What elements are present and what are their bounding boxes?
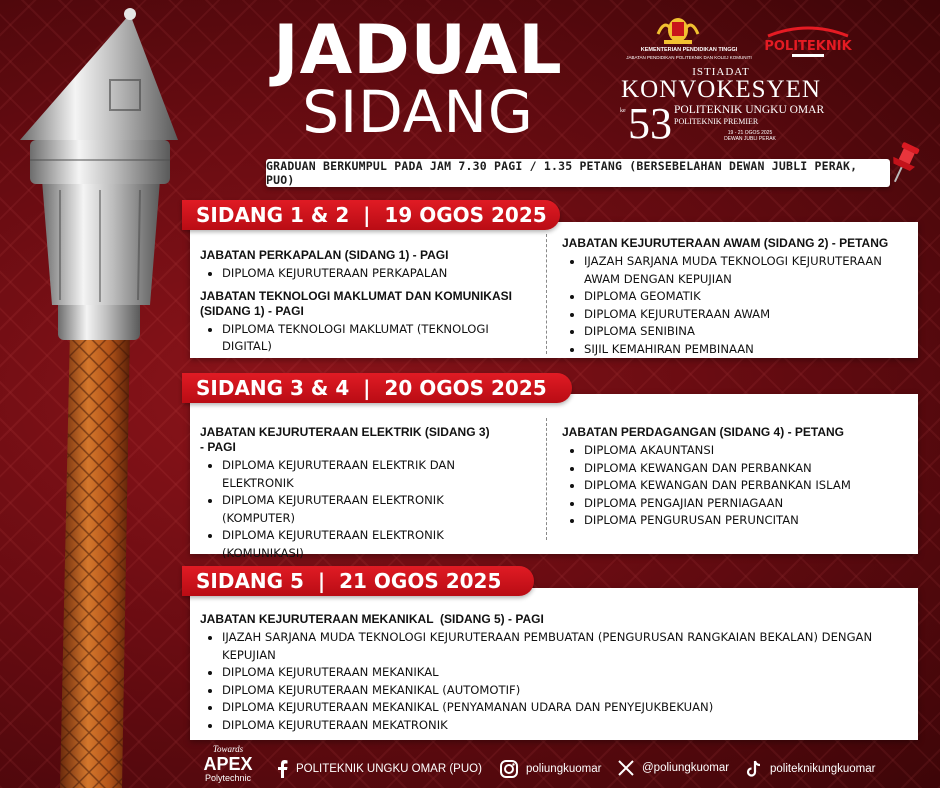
- apex-name: APEX: [203, 754, 253, 774]
- x-icon: [618, 760, 634, 776]
- program-item: • IJAZAH SARJANA MUDA TEKNOLOGI KEJURUTERAAN PEMBUATAN (PENGURUSAN RANGKAIAN BEKALAN) DENGAN KEPUJIAN: [222, 629, 882, 664]
- polytechnic-logo-text: POLITEKNIK: [764, 39, 852, 54]
- session-1-2-left-column: [200, 248, 540, 362]
- program-item: • DIPLOMA KEJURUTERAAN PERKAPALAN: [222, 265, 540, 283]
- department-title: JABATAN TEKNOLOGI MAKLUMAT DAN KOMUNIKASI (SIDANG 1) - PAGI: [200, 288, 512, 318]
- tiktok-handle: politeknikungkuomar: [770, 763, 876, 775]
- session-5-heading: [182, 566, 534, 596]
- program-item: • DIPLOMA KEJURUTERAAN AWAM: [584, 306, 912, 324]
- title-line-2: SIDANG: [302, 78, 534, 146]
- program-item: • DIPLOMA PENGURUSAN PERUNCITAN: [584, 512, 912, 530]
- session-3-4-right-column: [562, 425, 912, 536]
- apex-logo: [196, 744, 260, 784]
- program-list: [562, 442, 912, 530]
- polytechnic-logo: [762, 26, 854, 60]
- program-item: • SIJIL KEMAHIRAN PEMBINAAN: [584, 341, 912, 359]
- event-poli-name: [674, 104, 824, 128]
- session-3-4-left-column: [200, 425, 490, 568]
- department-title: JABATAN PERDAGANGAN (SIDANG 4) - PETANG: [562, 425, 845, 439]
- footer: [0, 742, 940, 788]
- apex-towards: Towards: [212, 744, 244, 754]
- apex-sub: Polytechnic: [204, 773, 252, 783]
- session-heading-text: SIDANG 5 | 21 OGOS 2025: [196, 569, 502, 593]
- program-item: • DIPLOMA KEJURUTERAAN MEKANIKAL (PENYAMANAN UDARA DAN PENYEJUKBEKUAN): [222, 699, 882, 717]
- program-item: • DIPLOMA PENGAJIAN PERNIAGAAN: [584, 495, 912, 513]
- session-1-2-right-column: [562, 236, 912, 364]
- program-item: • DIPLOMA KEJURUTERAAN ELEKTRONIK (KOMUNIKASI): [222, 527, 490, 562]
- department-title: JABATAN PERKAPALAN (SIDANG 1) - PAGI: [200, 248, 449, 262]
- tiktok-icon: [746, 760, 762, 778]
- column-divider: [546, 418, 547, 540]
- title-line-1: JADUAL: [273, 11, 563, 90]
- session-heading-text: SIDANG 3 & 4 | 20 OGOS 2025: [196, 376, 547, 400]
- program-list: [200, 321, 540, 356]
- ministry-title: KEMENTERIAN PENDIDIKAN TINGGI: [640, 47, 738, 53]
- event-number: 53: [628, 99, 672, 148]
- program-list: [200, 629, 882, 734]
- program-list: [200, 457, 490, 562]
- x-handle: @poliungkuomar: [642, 762, 730, 774]
- ministry-subtitle: JABATAN PENDIDIKAN POLITEKNIK DAN KOLEJ KOMUNITI: [626, 55, 752, 60]
- column-divider: [546, 234, 547, 354]
- event-ke: ke: [620, 108, 626, 114]
- assembly-note-text: GRADUAN BERKUMPUL PADA JAM 7.30 PAGI / 1.35 PETANG (BERSEBELAHAN DEWAN JUBLI PERAK, PUO): [266, 159, 858, 187]
- tiktok-link[interactable]: [746, 760, 875, 778]
- program-item: • DIPLOMA KEJURUTERAAN ELEKTRONIK (KOMPUTER): [222, 492, 490, 527]
- x-link[interactable]: [618, 760, 729, 776]
- program-item: • DIPLOMA KEWANGAN DAN PERBANKAN ISLAM: [584, 477, 912, 495]
- event-dates: [720, 130, 780, 142]
- program-item: • DIPLOMA GEOMATIK: [584, 288, 912, 306]
- department-title: JABATAN KEJURUTERAAN ELEKTRIK (SIDANG 3) - PAGI: [200, 425, 490, 454]
- session-5-column: [200, 612, 900, 740]
- program-list: [200, 265, 540, 283]
- facebook-handle: POLITEKNIK UNGKU OMAR (PUO): [296, 763, 482, 775]
- facebook-link[interactable]: [276, 760, 482, 778]
- event-venue: DEWAN JUBLI PERAK: [724, 136, 776, 142]
- coat-of-arms-icon: [656, 14, 700, 46]
- program-list: [562, 253, 912, 358]
- program-item: • IJAZAH SARJANA MUDA TEKNOLOGI KEJURUTERAAN AWAM DENGAN KEPUJIAN: [584, 253, 912, 288]
- page-title: [258, 11, 578, 146]
- event-title: [616, 66, 826, 152]
- assembly-note-banner: [266, 159, 890, 187]
- event-poli-premier: POLITEKNIK PREMIER: [674, 117, 759, 126]
- facebook-icon: [276, 760, 288, 778]
- pushpin-icon: [890, 140, 920, 186]
- program-item: • DIPLOMA TEKNOLOGI MAKLUMAT (TEKNOLOGI DIGITAL): [222, 321, 540, 356]
- program-item: • DIPLOMA KEJURUTERAAN MEKANIKAL (AUTOMOTIF): [222, 682, 882, 700]
- event-konvokesyen: KONVOKESYEN: [621, 76, 821, 103]
- program-item: • DIPLOMA SENIBINA: [584, 323, 912, 341]
- instagram-icon: [500, 760, 518, 778]
- instagram-handle: poliungkuomar: [526, 763, 602, 775]
- session-3-4-heading: [182, 373, 572, 403]
- instagram-link[interactable]: [500, 760, 601, 778]
- department-title: JABATAN KEJURUTERAAN MEKANIKAL (SIDANG 5) - PAGI: [200, 612, 544, 626]
- program-item: • DIPLOMA KEWANGAN DAN PERBANKAN: [584, 460, 912, 478]
- program-item: • DIPLOMA KEJURUTERAAN MEKANIKAL: [222, 664, 882, 682]
- program-item: • DIPLOMA KEJURUTERAAN ELEKTRIK DAN ELEKTRONIK: [222, 457, 490, 492]
- session-1-2-heading: [182, 200, 560, 230]
- event-poli-name-line: POLITEKNIK UNGKU OMAR: [674, 104, 825, 116]
- ministry-name: [624, 47, 754, 61]
- program-item: • DIPLOMA AKAUNTANSI: [584, 442, 912, 460]
- session-heading-text: SIDANG 1 & 2 | 19 OGOS 2025: [196, 203, 547, 227]
- event-istiadat: ISTIADAT: [692, 66, 750, 78]
- program-item: • DIPLOMA KEJURUTERAAN MEKATRONIK: [222, 717, 882, 735]
- department-title: JABATAN KEJURUTERAAN AWAM (SIDANG 2) - PETANG: [562, 236, 889, 250]
- event-date-range: 19 - 21 OGOS 2025: [727, 130, 773, 136]
